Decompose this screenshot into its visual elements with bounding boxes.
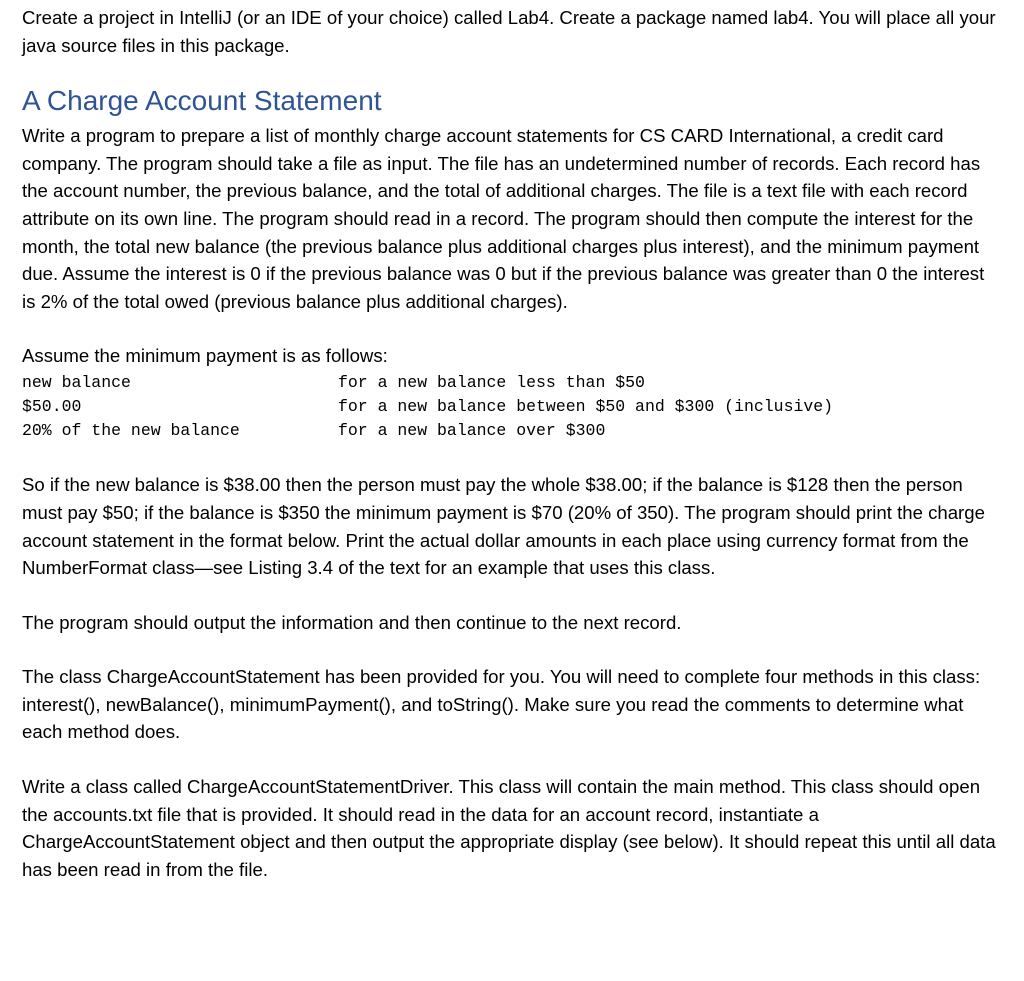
payment-rule-amount: $50.00 — [22, 396, 82, 416]
description-paragraph: Write a program to prepare a list of monthly charge account statements for CS CARD International, a credit card company. The program should take a file as input. The file has an undetermined number of records. Each record has the account number, the previous balance, and the total of additional charges. The file is a text file with each record attribute on its own line. The program should read in a record. The program should then compute the interest for the month, the total new balance (the previous balance plus additional charges plus interest), and the minimum payment due. Assume the interest is 0 if the previous balance was 0 but if the previous balance was greater than 0 the interest is 2% of the total owed (previous balance plus additional charges). — [22, 125, 985, 312]
output-paragraph: The program should output the information and then continue to the next record. — [22, 611, 682, 633]
payment-rule-row — [22, 371, 997, 395]
document-page — [22, 4, 997, 883]
payment-rule-condition: for a new balance less than $50 — [338, 372, 645, 392]
example-paragraph: So if the new balance is $38.00 then the person must pay the whole $38.00; if the balance is $128 then the person must pay $50; if the balance is $350 the minimum payment is $70 (20% of 350). The program should print the charge account statement in the format below. Print the actual dollar amounts in each place using currency format from the NumberFormat class—see Listing 3.4 of the text for an example that uses this class. — [22, 474, 985, 579]
driver-paragraph: Write a class called ChargeAccountStatementDriver. This class will contain the main method. This class should open the accounts.txt file that is provided. It should read in the data for an account record, instantiate a ChargeAccountStatement object and then output the appropriate display (see below). It should repeat this until all data has been read in from the file. — [22, 776, 996, 880]
section-heading: A Charge Account Statement — [22, 85, 382, 117]
intro-paragraph: Create a project in IntelliJ (or an IDE of your choice) called Lab4. Create a package named lab4. You will place all your java source files in this package. — [22, 7, 996, 56]
payment-rule-row — [22, 395, 997, 419]
payment-rule-condition: for a new balance between $50 and $300 (inclusive) — [338, 396, 834, 416]
minimum-payment-intro: Assume the minimum payment is as follows: — [22, 345, 388, 367]
payment-rule-amount: new balance — [22, 372, 131, 392]
payment-rule-amount: 20% of the new balance — [22, 420, 240, 440]
minimum-payment-table — [22, 371, 997, 442]
payment-rule-row — [22, 419, 997, 443]
class-paragraph: The class ChargeAccountStatement has been provided for you. You will need to complete four methods in this class: interest(), newBalance(), minimumPayment(), and toString(). Make sure you read the comments to determine what each method does. — [22, 666, 981, 743]
payment-rule-condition: for a new balance over $300 — [338, 420, 606, 440]
